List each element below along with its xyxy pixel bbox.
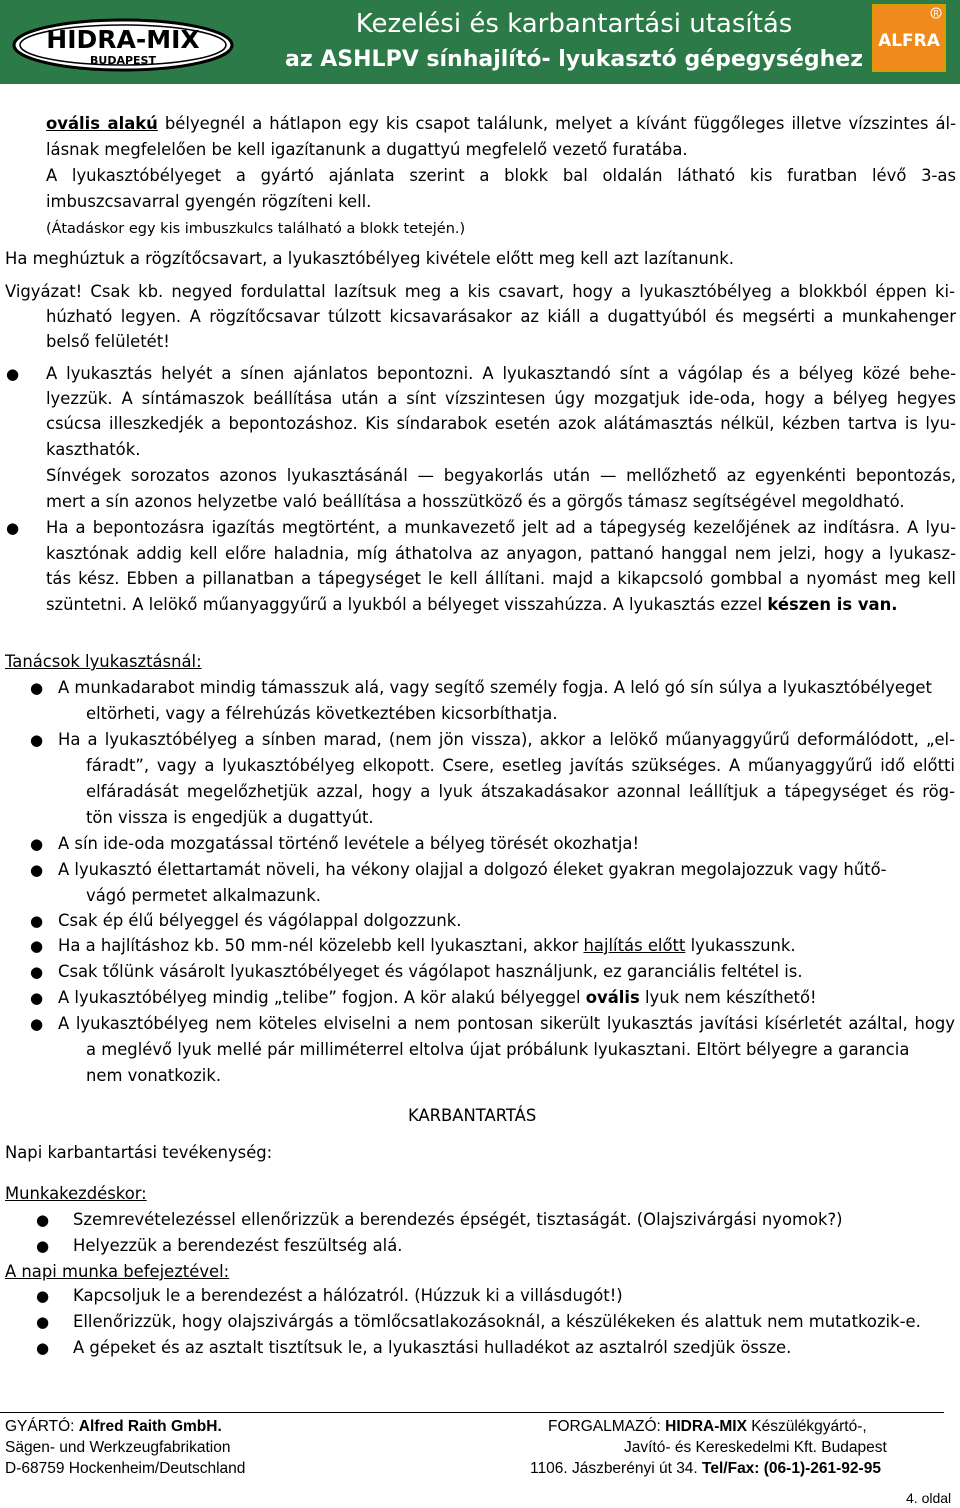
warning-line-1: Vigyázat! Csak kb. negyed fordulattal lazítsuk meg a kis csavart, hogy a lyukasztóbélyeg a blokkból éppen ki- xyxy=(5,282,955,301)
tip-2-line-2: fáradt”, vagy a lyukasztóbélyeg elkopott. Csere, esetleg javítás szükséges. A műanyaggyűrű idő előtti xyxy=(86,756,955,775)
intro-line-5: (Átadáskor egy kis imbuszkulcs található a blokk tetején.) xyxy=(46,221,466,237)
intro-line-6: Ha meghúztuk a rögzítőcsavart, a lyukasztóbélyeg kivétele előtt meg kell azt lazítanunk. xyxy=(5,249,734,268)
tip-3: A sín ide-oda mozgatással történő levétele a bélyeg törését okozhatja! xyxy=(58,834,640,853)
tip-2-line-3: elfáradását megelőzhetjük azzal, hogy a lyuk átszakadásakor azonnal leállítjuk a tápegységet és rög- xyxy=(86,782,955,801)
tip-2-line-1: Ha a lyukasztóbélyeg a sínben marad, (nem jön vissza), akkor a lelökő műanyaggyűrű deformálódott, „el- xyxy=(58,730,955,749)
svg-text:ALFRA: ALFRA xyxy=(878,31,940,51)
tip-1-line-2: eltörheti, vagy a félrehúzás következtében kicsorbíthatja. xyxy=(86,704,558,723)
bullet-2-line-3: tás kész. Ebben a pillanatban a tápegységet le kell állítani. majd a kikapcsoló gombbal a nyomást meg kell xyxy=(46,569,956,588)
tip-9-line-2: a meglévő lyuk mellé pár milliméterrel eltolva újat próbálunk lyukasztani. Eltört bélyegre a garancia xyxy=(86,1040,910,1059)
bullet-1-line-3: csúcsa illeszkedjék a bepontozáshoz. Kis síndarabok esetén azok alátámasztás nélkül, kézben tartva is lyu- xyxy=(46,414,956,433)
bullet-icon: ● xyxy=(36,1313,50,1331)
end-item-3: A gépeket és az asztalt tisztítsuk le, a lyukasztási hulladékot az asztalról szedjük össze. xyxy=(73,1338,792,1357)
start-item-2: Helyezzük a berendezést feszültség alá. xyxy=(73,1236,403,1255)
maintenance-title: KARBANTARTÁS xyxy=(408,1106,537,1125)
page-number: 4. oldal xyxy=(906,1490,952,1506)
bullet-icon: ● xyxy=(36,1339,50,1357)
intro-line-2: lásnak megfelelően be kell igazítanunk a dugattyú megfelelő vezető furatába. xyxy=(46,140,688,159)
tip-4-line-2: vágó permetet alkalmazunk. xyxy=(86,886,322,905)
warning-line-3: belső felületét! xyxy=(46,332,170,351)
bullet-icon: ● xyxy=(30,679,44,697)
bullet-1-line-2: lyezzük. A síntámaszok beállítása után a sínt vízszintesen úgy mozgatjuk ide-oda, hogy a bélyeg hegyes xyxy=(46,389,956,408)
intro-line-4: imbuszcsavarral gyengén rögzíteni kell. xyxy=(46,192,372,211)
tips-heading: Tanácsok lyukasztásnál: xyxy=(5,652,202,671)
bullet-icon: ● xyxy=(30,963,44,981)
intro-line-3: A lyukasztóbélyeget a gyártó ajánlata szerint a blokk bal oldalán látható kis furatban lévő 3-as xyxy=(46,166,956,185)
bullet-1-line-4: kaszthatók. xyxy=(46,440,141,459)
maker-line-1: GYÁRTÓ: Alfred Raith GmbH. xyxy=(5,1418,222,1435)
tip-8: A lyukasztóbélyeg mindig „telibe” fogjon. A kör alakú bélyeggel ovális lyuk nem készíthető! xyxy=(58,988,817,1007)
maker-line-2: Sägen- und Werkzeugfabrikation xyxy=(5,1439,231,1456)
tip-7: Csak tőlünk vásárolt lyukasztóbélyeget és vágólapot használjunk, ez garanciális feltétel is. xyxy=(58,962,803,981)
intro-line-1: ovális alakú bélyegnél a hátlapon egy kis csapot találunk, melyet a kívánt függőleges illetve vízszintes ál- xyxy=(46,114,957,133)
tip-5: Csak ép élű bélyeggel és vágólappal dolgozzunk. xyxy=(58,911,462,930)
svg-text:HIDRA-MIX: HIDRA-MIX xyxy=(46,25,200,54)
document-title: Kezelési és karbantartási utasítás xyxy=(355,9,793,39)
footer-divider xyxy=(0,1412,944,1413)
bullet-icon: ● xyxy=(6,519,20,537)
bullet-icon: ● xyxy=(30,912,44,930)
alfra-logo xyxy=(872,4,946,72)
bullet-2-line-1: Ha a bepontozásra igazítás megtörtént, a munkavezető jelt ad a tápegység kezelőjének az indításra. A lyu- xyxy=(46,518,956,537)
maker-line-3: D-68759 Hockenheim/Deutschland xyxy=(5,1460,246,1477)
start-of-work-heading: Munkakezdéskor: xyxy=(5,1184,147,1203)
end-of-work-heading: A napi munka befejeztével: xyxy=(5,1262,230,1281)
document-subtitle: az ASHLPV sínhajlító- lyukasztó gépegységhez xyxy=(284,47,864,72)
bullet-icon: ● xyxy=(30,731,44,749)
bullet-icon: ● xyxy=(36,1287,50,1305)
end-item-2: Ellenőrizzük, hogy olajszivárgás a tömlőcsatlakozásoknál, a készülékeken és alattuk nem mutatkozik-e. xyxy=(73,1312,921,1331)
end-item-1: Kapcsoljuk le a berendezést a hálózatról. (Húzzuk ki a villásdugót!) xyxy=(73,1286,623,1305)
bullet-1-line-1: A lyukasztás helyét a sínen ajánlatos bepontozni. A lyukasztandó sínt a vágólap és a bélyeg közé behe- xyxy=(46,364,956,383)
bullet-icon: ● xyxy=(30,835,44,853)
bullet-2-line-4: szüntetni. A lelökő műanyaggyűrű a lyukból a bélyeget visszahúzza. A lyukasztás ezzel készen is van. xyxy=(46,595,898,614)
distributor-line-3: 1106. Jászberényi út 34. Tel/Fax: (06-1)-261-92-95 xyxy=(530,1460,881,1477)
bullet-icon: ● xyxy=(30,1015,44,1033)
bullet-icon: ● xyxy=(30,937,44,955)
warning-line-2: húzható legyen. A rögzítőcsavar túlzott kicsavarásakor az kiáll a dugattyúból és megsérti a munkahenger xyxy=(46,307,956,326)
start-item-1: Szemrevételezéssel ellenőrizzük a berendezés épségét, tisztaságát. (Olajszivárgási nyomok?) xyxy=(73,1210,843,1229)
bullet-icon: ● xyxy=(36,1211,50,1229)
tip-6: Ha a hajlításhoz kb. 50 mm-nél közelebb kell lyukasztani, akkor hajlítás előtt lyukasszunk. xyxy=(58,936,796,955)
distributor-line-1: FORGALMAZÓ: HIDRA-MIX Készülékgyártó-, xyxy=(548,1418,867,1435)
tip-1-line-1: A munkadarabot mindig támasszuk alá, vagy segítő személy fogja. A leló gó sín súlya a lyukasztóbélyeget xyxy=(58,678,932,697)
svg-text:R: R xyxy=(933,9,939,18)
bullet-icon: ● xyxy=(36,1237,50,1255)
bullet-2-line-2: kasztónak addig kell előre haladnia, míg áthatolva az anyagon, pattanó hanggal nem jelzi, hogy a lyukasz- xyxy=(46,544,956,563)
distributor-line-2: Javító- és Kereskedelmi Kft. Budapest xyxy=(624,1439,887,1456)
bullet-1-line-5: Sínvégek sorozatos azonos lyukasztásánál — begyakorlás után — mellőzhető az egyenkénti bepontozás, xyxy=(46,466,956,485)
hidra-mix-logo xyxy=(12,18,234,72)
tip-9-line-3: nem vonatkozik. xyxy=(86,1066,222,1085)
bullet-icon: ● xyxy=(30,989,44,1007)
bullet-1-line-6: mert a sín azonos helyzetbe való beállítása a hosszütköző és a görgős támasz segítségével megoldható. xyxy=(46,492,905,511)
daily-maintenance-heading: Napi karbantartási tevékenység: xyxy=(5,1143,273,1162)
bullet-icon: ● xyxy=(30,861,44,879)
svg-text:BUDAPEST: BUDAPEST xyxy=(90,54,156,67)
tip-2-line-4: tön vissza is engedjük a dugattyút. xyxy=(86,808,374,827)
tip-4-line-1: A lyukasztó élettartamát növeli, ha vékony olajjal a dolgozó éleket gyakran megolajozzuk vagy hűtő- xyxy=(58,860,887,879)
tip-9-line-1: A lyukasztóbélyeg nem köteles elviselni a nem pontosan sikerült lyukasztás javítási kísérletét azáltal, hogy xyxy=(58,1014,955,1033)
bullet-icon: ● xyxy=(6,365,20,383)
